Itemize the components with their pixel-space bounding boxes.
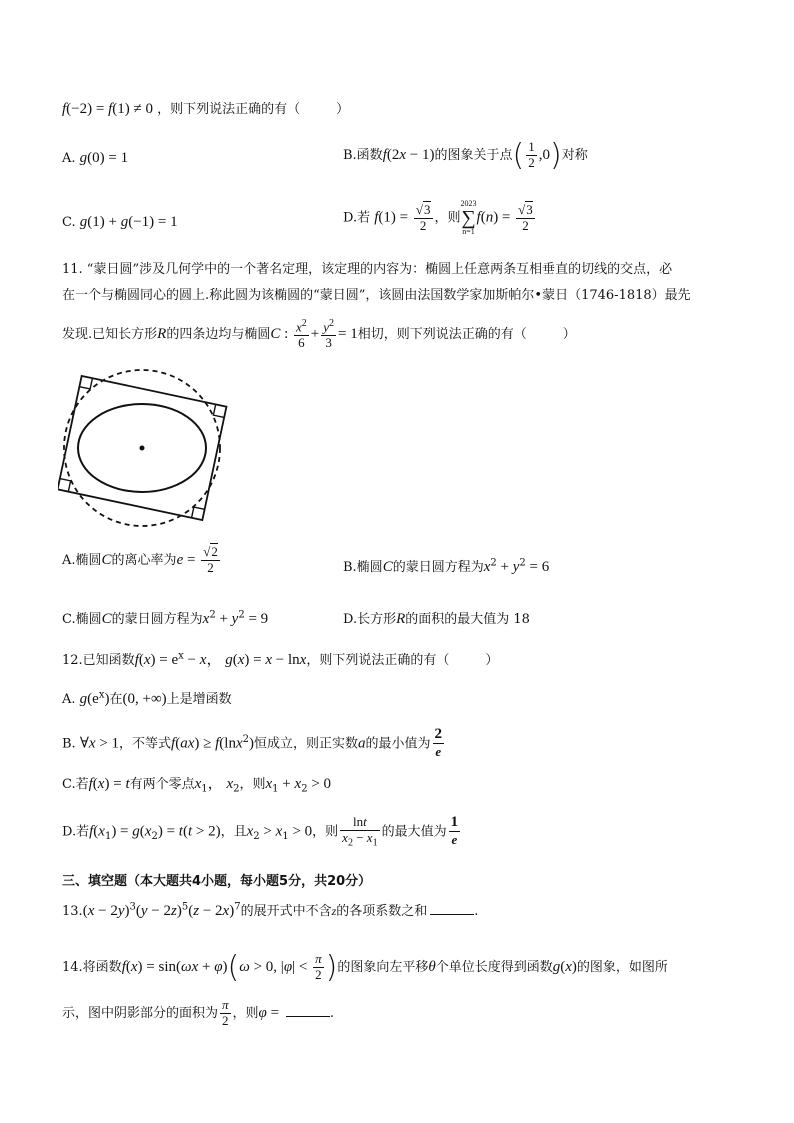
q11-option-d: D.长方形R的面积的最大值为 18 [343, 611, 530, 627]
q11-option-c: C.椭圆C的蒙日圆方程为$x^2 + y^2 = 9$ [62, 609, 269, 627]
q12-option-c: C.若f(x) = t有两个零点$x_1$， $x_2$，则$x_1 + x_2 > 0$ [62, 776, 332, 795]
q10-stem-continuation: f(−2) = f(1) ≠ 0 ，则下列说法正确的有（ ） [62, 101, 350, 117]
q10-option-c: C. g(1) + g(−1) = 1 [62, 214, 178, 230]
q11-option-a: A.椭圆C的离心率为e = $\frac{√2}{2}$ [62, 544, 218, 575]
ellipse-center-dot [140, 446, 145, 451]
monge-circle-figure [58, 362, 228, 532]
q13-stem: $13.(x - 2y)^3(y - 2z)^5(z - 2x)^7$的展开式中不含z的各项系数之和 . [62, 901, 479, 919]
q11-line-2: 在一个与椭圆同心的圆上.称此圆为该椭圆的“蒙日圆”，该圆由法国数学家加斯帕尔•蒙日（1746-1818）最先 [62, 288, 691, 303]
q14-stem-line-2: 示，图中阴影部分的面积为 $\frac{\pi}{2}$ ，则φ = . [62, 997, 334, 1028]
q14-answer-blank[interactable] [286, 1004, 330, 1017]
q12-option-b: B. ∀x > 1，不等式f(ax) ≥ f(lnx$^2$)恒成立，则正实数a的最小值为 $\frac{2}{e}$ [62, 726, 443, 760]
q11-line-1: 11. “蒙日圆”涉及几何学中的一个著名定理，该定理的内容为：椭圆上任意两条互相垂直的切线的交点，必 [62, 262, 673, 277]
q13-answer-blank[interactable] [430, 902, 474, 915]
q10-option-a: A. g(0) = 1 [62, 150, 129, 166]
q12-option-a: A. $g(e^x)$在(0, +∞)上是增函数 [62, 689, 232, 707]
section-3-heading: 三、填空题（本大题共4小题，每小题5分，共20分） [62, 874, 372, 889]
q10-option-d: D.若 f(1) = $\frac{√3}{2}$ ，则 2023 ∑ n=1 f(n) = $\frac{√3}{2}$ [343, 199, 533, 236]
q11-option-b: B.椭圆C的蒙日圆方程为$x^2 + y^2 = 6$ [343, 557, 550, 575]
q11-line-3: 发现.已知长方形R的四条边均与椭圆C : $\frac{x^2}{6}$ + $\frac{y^2}{3}$ = 1相切，则下列说法正确的有（ ） [62, 318, 576, 351]
q14-stem-line-1: 14.将函数f(x) = sin(ωx + φ)(ω > 0, |φ| < $\frac{\pi}{2}$ )的图象向左平移θ个单位长度得到函数g(x)的图象，如图所 [62, 950, 668, 985]
q12-stem: 12.已知函数$f(x) = e^x - x$， g(x) = x − lnx，则下列说法正确的有（ ） [62, 650, 499, 668]
q10-option-b: B.函数f(2x − 1)的图象关于点( $\frac{1}{2}$ ,0)对称 [343, 138, 588, 173]
q12-option-d: D.若$f(x_1) = g(x_2) = t(t > 2)$，且$x_2 > x_1 > 0$，则 $\frac{\ln t}{x_2 - x_1}$ 的最大值为 $\frac{1}{e}$ [62, 813, 459, 849]
